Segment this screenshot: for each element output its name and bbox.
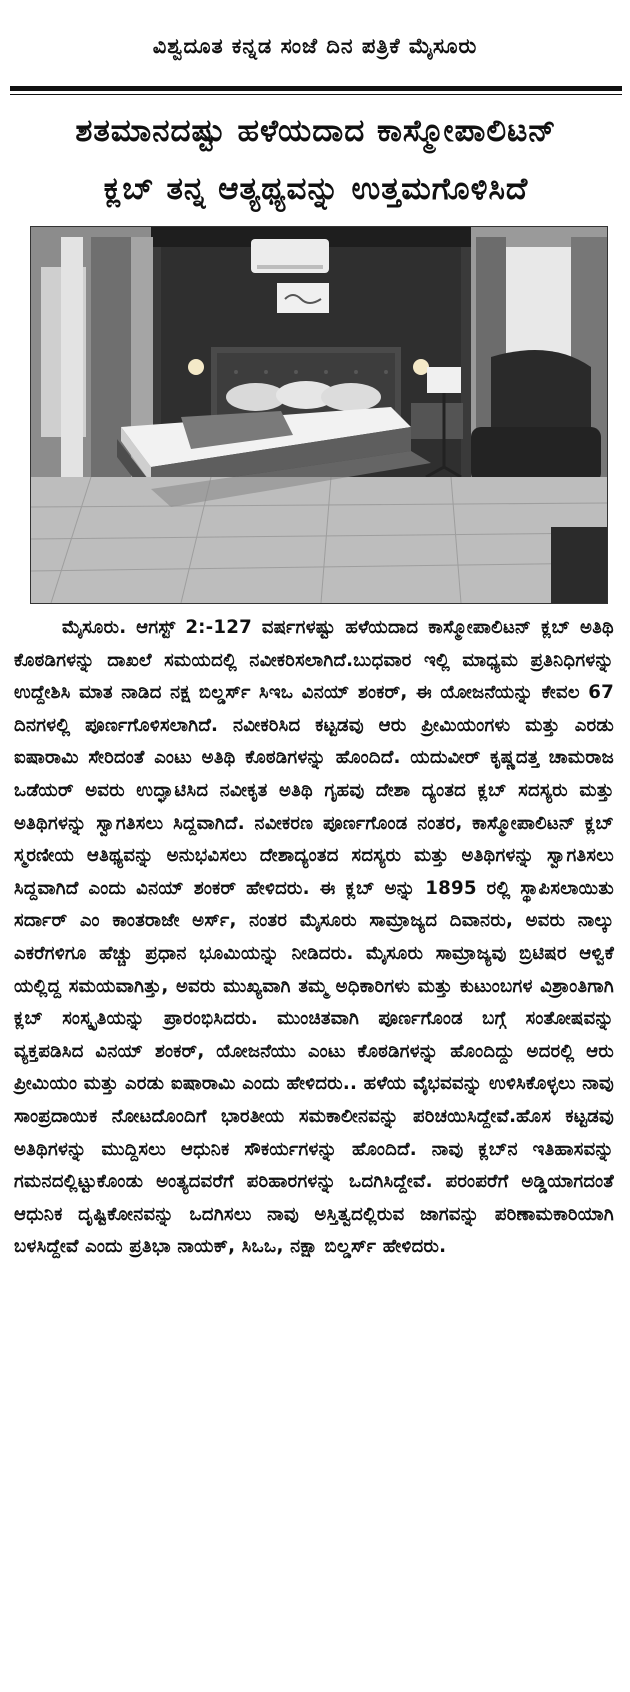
headline-line-2: ಕ್ಲಬ್ ತನ್ನ ಆತ್ಯಥ್ಯವನ್ನು ಉತ್ತಮಗೊಳಿಸಿದೆ	[103, 171, 529, 207]
article-paragraph: ಮೈಸೂರು. ಆಗಸ್ಟ್ 2:-127 ವರ್ಷಗಳಷ್ಟು ಹಳೆಯದಾದ ಕಾಸ್ಮೋಪಾಲಿಟನ್ ಕ್ಲಬ್ ಅತಿಥಿ ಕೊಠಡಿಗಳನ್ನು ದಾಖಲೆ ಸಮಯದಲ್ಲಿ ನವೀಕರಿಸಲಾಗಿದೆ.ಬುಧವಾರ ಇಲ್ಲಿ ಮಾಧ್ಯಮ ಪ್ರತಿನಿಧಿಗಳನ್ನು ಉದ್ದೇಶಿಸಿ ಮಾತ ನಾಡಿದ ನಕ್ಷ ಬಿಲ್ಡರ್ಸ್ ಸಿಇಒ ವಿನಯ್ ಶಂಕರ್, ಈ ಯೋಜನೆಯನ್ನು ಕೇವಲ 67 ದಿನಗಳಲ್ಲಿ ಪೂರ್ಣಗೊಳಿಸಲಾಗಿದೆ. ನವೀಕರಿಸಿದ ಕಟ್ಟಡವು ಆರು ಪ್ರೀಮಿಯಂಗಳು ಮತ್ತು ಎರಡು ಐಷಾರಾಮಿ ಸೇರಿದಂತೆ ಎಂಟು ಅತಿಥಿ ಕೊಠಡಿಗಳನ್ನು ಹೊಂದಿದೆ. ಯದುವೀರ್ ಕೃಷ್ಣದತ್ತ ಚಾಮರಾಜ ಒಡೆಯರ್ ಅವರು ಉದ್ಘಾಟಿಸಿದ ನವೀಕೃತ ಅತಿಥಿ ಗೃಹವು ದೇಶಾ ದ್ಯಂತದ ಕ್ಲಬ್ ಸದಸ್ಯರು ಮತ್ತು ಅತಿಥಿಗಳನ್ನು ಸ್ವಾಗತಿಸಲು ಸಿದ್ದವಾಗಿದೆ. ನವೀಕರಣ ಪೂರ್ಣಗೊಂಡ ನಂತರ, ಕಾಸ್ಮೋಪಾಲಿಟನ್ ಕ್ಲಬ್ ಸ್ಮರಣೀಯ ಆತಿಥ್ಯವನ್ನು ಅನುಭವಿಸಲು ದೇಶಾದ್ಯಂತದ ಸದಸ್ಯರು ಮತ್ತು ಅತಿಥಿಗಳನ್ನು ಸ್ವಾಗತಿಸಲು ಸಿದ್ದವಾಗಿದೆ ಎಂದು ವಿನಯ್ ಶಂಕರ್ ಹೇಳಿದರು. ಈ ಕ್ಲಬ್ ಅನ್ನು 1895 ರಲ್ಲಿ ಸ್ಥಾಪಿಸಲಾಯಿತು ಸರ್ದಾರ್ ಎಂ ಕಾಂತರಾಜೇ ಅರ್ಸ್, ನಂತರ ಮೈಸೂರು ಸಾಮ್ರಾಜ್ಯದ ದಿವಾನರು, ಅವರು ನಾಲ್ಕು ಎಕರೆಗಳಿಗೂ ಹೆಚ್ಚು ಪ್ರಧಾನ ಭೂಮಿಯನ್ನು ನೀಡಿದರು. ಮೈಸೂರು ಸಾಮ್ರಾಜ್ಯವು ಬ್ರಿಟಿಷರ ಆಳ್ವಿಕೆ ಯಲ್ಲಿದ್ದ ಸಮಯವಾಗಿತ್ತು, ಅವರು ಮುಖ್ಯವಾಗಿ ತಮ್ಮ ಅಧಿಕಾರಿಗಳು ಮತ್ತು ಕುಟುಂಬಗಳ ವಿಶ್ರಾಂತಿಗಾಗಿ ಕ್ಲಬ್ ಸಂಸ್ಕೃತಿಯನ್ನು ಪ್ರಾರಂಭಿಸಿದರು. ಮುಂಚಿತವಾಗಿ ಪೂರ್ಣಗೊಂಡ ಬಗ್ಗೆ ಸಂತೋಷವನ್ನು ವ್ಯಕ್ತಪಡಿಸಿದ ವಿನಯ್ ಶಂಕರ್, ಯೋಜನೆಯು ಎಂಟು ಕೊಠಡಿಗಳನ್ನು ಹೊಂದಿದ್ದು ಅದರಲ್ಲಿ ಆರು ಪ್ರೀಮಿಯಂ ಮತ್ತು ಎರಡು ಐಷಾರಾಮಿ ಎಂದು ಹೇಳಿದರು.. ಹಳೆಯ ವೈಭವವನ್ನು ಉಳಿಸಿಕೊಳ್ಳಲು ನಾವು ಸಾಂಪ್ರದಾಯಿಕ ನೋಟದೊಂದಿಗೆ ಭಾರತೀಯ ಸಮಕಾಲೀನವನ್ನು ಪರಿಚಯಿಸಿದ್ದೇವೆ.ಹೊಸ ಕಟ್ಟಡವು ಅತಿಥಿಗಳನ್ನು ಮುದ್ದಿಸಲು ಆಧುನಿಕ ಸೌಕರ್ಯಗಳನ್ನು ಹೊಂದಿದೆ. ನಾವು ಕ್ಲಬ್‌ನ ಇತಿಹಾಸವನ್ನು ಗಮನದಲ್ಲಿಟ್ಟುಕೊಂಡು ಅಂತ್ಯದವರೆಗೆ ಪರಿಹಾರಗಳನ್ನು ಒದಗಿಸಿದ್ದೇವೆ. ಪರಂಪರೆಗೆ ಅಡ್ಡಿಯಾಗದಂತೆ ಆಧುನಿಕ ದೃಷ್ಟಿಕೋನವನ್ನು ಒದಗಿಸಲು ನಾವು ಅಸ್ತಿತ್ವದಲ್ಲಿರುವ ಜಾಗವನ್ನು ಪರಿಣಾಮಕಾರಿಯಾಗಿ ಬಳಸಿದ್ದೇವೆ ಎಂದು ಪ್ರತಿಭಾ ನಾಯಕ್, ಸಿಒಒ, ನಕ್ಷಾ ಬಿಲ್ಡರ್ಸ್ ಹೇಳಿದರು.	[14, 617, 614, 1258]
masthead-rule-thin	[10, 94, 622, 95]
bedroom-illustration	[31, 227, 607, 603]
headline-line-1: ಶತಮಾನದಷ್ಟು ಹಳೆಯದಾದ ಕಾಸ್ಮೋಪಾಲಿಟನ್	[75, 113, 557, 149]
headline	[12, 102, 620, 218]
masthead-rule-thick	[10, 86, 622, 91]
bedroom-photo	[30, 226, 608, 604]
masthead-title: ವಿಶ್ವದೂತ ಕನ್ನಡ ಸಂಜೆ ದಿನ ಪತ್ರಿಕೆ ಮೈಸೂರು	[152, 34, 478, 58]
article-body	[14, 612, 614, 1264]
